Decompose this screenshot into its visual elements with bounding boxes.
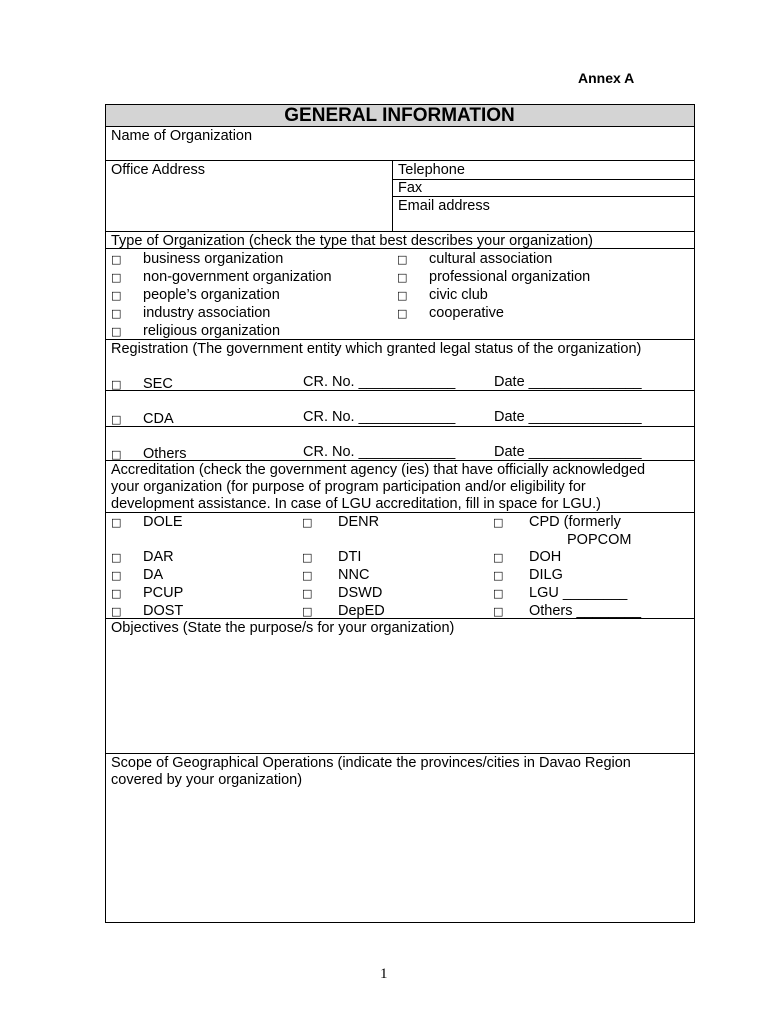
- checkbox-others-registration[interactable]: □: [111, 448, 122, 461]
- checkbox-dost[interactable]: □: [111, 605, 122, 618]
- rule-title: [105, 126, 695, 127]
- agency-denr: DENR: [338, 514, 380, 530]
- option-peoples-organization: people’s organization: [143, 287, 280, 303]
- registration-others[interactable]: Others ________: [143, 446, 256, 462]
- type-of-organization-label: Type of Organization (check the type that best describes your organization): [111, 233, 593, 249]
- rule-address: [105, 231, 695, 232]
- checkbox-religious-organization[interactable]: □: [111, 325, 122, 338]
- rule-objectives: [105, 753, 695, 754]
- rule-fax: [392, 196, 695, 197]
- annex-label: Annex A: [578, 70, 635, 86]
- checkbox-dole[interactable]: □: [111, 516, 122, 529]
- option-professional-organization: professional organization: [429, 269, 591, 285]
- checkbox-cultural-association[interactable]: □: [397, 253, 408, 266]
- checkbox-business-organization[interactable]: □: [111, 253, 122, 266]
- checkbox-denr[interactable]: □: [302, 516, 313, 529]
- registration-sec: SEC: [143, 376, 173, 392]
- page-number: 1: [380, 966, 388, 982]
- agency-dti: DTI: [338, 549, 362, 565]
- form-border-top: [105, 104, 695, 105]
- agency-dilg: DILG: [529, 567, 563, 583]
- checkbox-dti[interactable]: □: [302, 551, 313, 564]
- agency-dar: DAR: [143, 549, 174, 565]
- option-cultural-association: cultural association: [429, 251, 553, 267]
- rule-name: [105, 160, 695, 161]
- checkbox-da[interactable]: □: [111, 569, 122, 582]
- scope-label-line-1: Scope of Geographical Operations (indicate the provinces/cities in Davao Region: [111, 755, 631, 771]
- option-industry-association: industry association: [143, 305, 271, 321]
- registration-sec-date[interactable]: Date ______________: [494, 374, 642, 390]
- option-non-government-organization: non-government organization: [143, 269, 332, 285]
- checkbox-civic-club[interactable]: □: [397, 289, 408, 302]
- checkbox-dilg[interactable]: □: [493, 569, 504, 582]
- office-address-label[interactable]: Office Address: [111, 162, 206, 178]
- agency-dswd: DSWD: [338, 585, 383, 601]
- agency-deped: DepED: [338, 603, 385, 619]
- checkbox-lgu[interactable]: □: [493, 587, 504, 600]
- registration-sec-cr-no[interactable]: CR. No. ____________: [303, 374, 456, 390]
- rule-telephone: [392, 179, 695, 180]
- scope-input-area[interactable]: [106, 792, 693, 921]
- option-cooperative: cooperative: [429, 305, 504, 321]
- checkbox-nnc[interactable]: □: [302, 569, 313, 582]
- agency-doh: DOH: [529, 549, 562, 565]
- option-civic-club: civic club: [429, 287, 488, 303]
- checkbox-industry-association[interactable]: □: [111, 307, 122, 320]
- form-title: GENERAL INFORMATION: [284, 105, 515, 126]
- accreditation-label-line-2: your organization (for purpose of program participation and/or eligibility for: [111, 479, 586, 495]
- registration-others-date[interactable]: Date ______________: [494, 444, 642, 460]
- agency-dost: DOST: [143, 603, 184, 619]
- checkbox-others-accreditation[interactable]: □: [493, 605, 504, 618]
- agency-cpd: CPD (formerly: [529, 514, 621, 530]
- name-of-organization-label[interactable]: Name of Organization: [111, 128, 253, 144]
- telephone-label[interactable]: Telephone: [398, 162, 465, 178]
- objectives-input-area[interactable]: [106, 640, 693, 752]
- registration-cda-date[interactable]: Date ______________: [494, 409, 642, 425]
- checkbox-cpd[interactable]: □: [493, 516, 504, 529]
- rule-reg-2: [105, 426, 695, 427]
- checkbox-dswd[interactable]: □: [302, 587, 313, 600]
- checkbox-deped[interactable]: □: [302, 605, 313, 618]
- checkbox-pcup[interactable]: □: [111, 587, 122, 600]
- registration-cda-cr-no[interactable]: CR. No. ____________: [303, 409, 456, 425]
- checkbox-cooperative[interactable]: □: [397, 307, 408, 320]
- agency-cpd-popcom: POPCOM: [567, 532, 632, 548]
- agency-pcup: PCUP: [143, 585, 184, 601]
- agency-da: DA: [143, 567, 164, 583]
- accreditation-label-line-1: Accreditation (check the government agency (ies) that have officially acknowledged: [111, 462, 646, 478]
- form-border-bottom: [105, 922, 695, 923]
- registration-cda: CDA: [143, 411, 174, 427]
- agency-lgu[interactable]: LGU ________: [529, 585, 628, 601]
- option-business-organization: business organization: [143, 251, 284, 267]
- agency-others[interactable]: Others ________: [529, 603, 642, 619]
- accreditation-label-line-3: development assistance. In case of LGU accreditation, fill in space for LGU.): [111, 496, 602, 512]
- registration-label: Registration (The government entity which granted legal status of the organization): [111, 341, 642, 357]
- agency-dole: DOLE: [143, 514, 183, 530]
- registration-others-cr-no[interactable]: CR. No. ____________: [303, 444, 456, 460]
- email-address-label[interactable]: Email address: [398, 198, 490, 214]
- checkbox-sec[interactable]: □: [111, 378, 122, 391]
- option-religious-organization: religious organization: [143, 323, 281, 339]
- checkbox-non-government-organization[interactable]: □: [111, 271, 122, 284]
- checkbox-professional-organization[interactable]: □: [397, 271, 408, 284]
- rule-contact-divider: [392, 160, 393, 231]
- checkbox-peoples-organization[interactable]: □: [111, 289, 122, 302]
- objectives-label: Objectives (State the purpose/s for your organization): [111, 620, 455, 636]
- agency-nnc: NNC: [338, 567, 370, 583]
- checkbox-doh[interactable]: □: [493, 551, 504, 564]
- fax-label[interactable]: Fax: [398, 180, 423, 196]
- scope-label-line-2: covered by your organization): [111, 772, 303, 788]
- checkbox-dar[interactable]: □: [111, 551, 122, 564]
- form-border-right: [694, 104, 695, 922]
- checkbox-cda[interactable]: □: [111, 413, 122, 426]
